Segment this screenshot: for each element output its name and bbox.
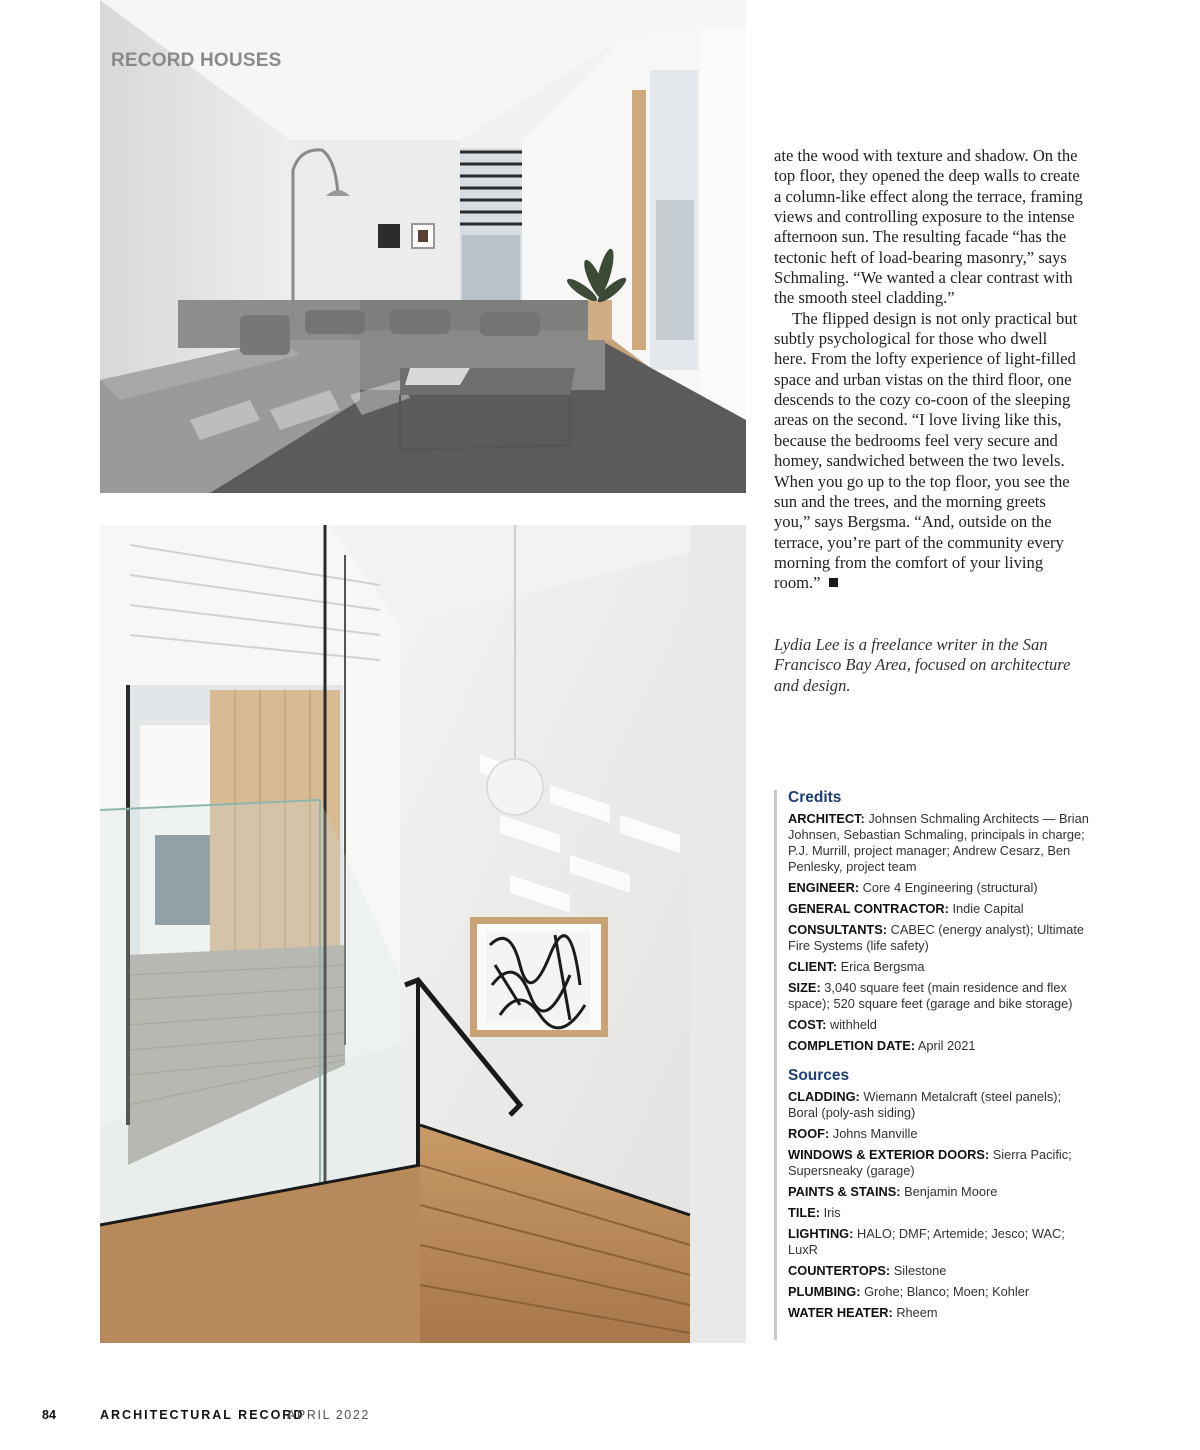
- sources-item-value: Sierra Pacific; Supersneaky (garage): [788, 1147, 1072, 1178]
- credits-item: [788, 922, 1089, 954]
- credits-item-label: CLIENT:: [788, 959, 838, 974]
- credits-item-value: April 2021: [917, 1038, 976, 1053]
- sources-item-label: WATER HEATER:: [788, 1305, 893, 1320]
- sources-item-value: Wiemann Metalcraft (steel panels); Boral (poly-ash siding): [788, 1089, 1062, 1120]
- sources-item: [788, 1126, 1089, 1142]
- credits-item-label: ENGINEER:: [788, 880, 860, 895]
- sources-item-label: WINDOWS & EXTERIOR DOORS:: [788, 1147, 990, 1162]
- credits-item-value: Indie Capital: [952, 901, 1024, 916]
- sources-item-value: Silestone: [893, 1263, 947, 1278]
- article-paragraph-1: ate the wood with texture and shadow. On the top floor, they opened the deep walls to create a column-like effect along the terrace, framing views and controlling exposure to the intense afternoon sun. The resulting facade “has the tectonic heft of load-bearing masonry,” says Schmaling. “We wanted a clear contrast with the smooth steel cladding.”: [774, 146, 1083, 308]
- sources-item: [788, 1089, 1089, 1121]
- sources-heading: Sources: [788, 1067, 850, 1084]
- sources-item: [788, 1305, 1089, 1321]
- credits-sidebar: [774, 790, 1089, 1340]
- sources-item-value: Rheem: [896, 1305, 938, 1320]
- credits-item-label: COMPLETION DATE:: [788, 1038, 916, 1053]
- sources-item-label: PLUMBING:: [788, 1284, 861, 1299]
- credits-item-value: withheld: [829, 1017, 877, 1032]
- section-label: RECORD HOUSES: [111, 50, 282, 71]
- magazine-name: ARCHITECTURAL RECORD: [100, 1408, 305, 1422]
- sources-item-value: Johns Manville: [832, 1126, 918, 1141]
- sources-item-value: Iris: [823, 1205, 841, 1220]
- credits-item-value: 3,040 square feet (main residence and flex space); 520 square feet (garage and bike storage): [788, 980, 1073, 1011]
- photo-stairwell: [100, 525, 746, 1343]
- end-mark-icon: [829, 578, 838, 587]
- sources-item: [788, 1263, 1089, 1279]
- sources-item-label: CLADDING:: [788, 1089, 860, 1104]
- article-body: [774, 146, 1084, 594]
- credits-item-value: CABEC (energy analyst); Ultimate Fire Systems (life safety): [788, 922, 1085, 953]
- credits-list: [788, 811, 1089, 1054]
- sources-item-label: LIGHTING:: [788, 1226, 854, 1241]
- credits-item-label: ARCHITECT:: [788, 811, 865, 826]
- credits-item: [788, 811, 1089, 875]
- sources-item: [788, 1205, 1089, 1221]
- author-bio: Lydia Lee is a freelance writer in the San Francisco Bay Area, focused on architecture and design.: [774, 635, 1071, 695]
- credits-item-value: Core 4 Engineering (structural): [862, 880, 1038, 895]
- sources-item-label: ROOF:: [788, 1126, 830, 1141]
- sources-item: [788, 1147, 1089, 1179]
- article-paragraph-2-text: The flipped design is not only practical but subtly psychological for those who dwell here. From the lofty experience of light-filled space and urban vistas on the third floor, one descends to the cozy co-coon of the sleeping areas on the second. “I love living like this, because the bedrooms feel very secure and homey, sandwiched between the two levels. When you go up to the top floor, you see the sun and the trees, and the morning greets you,” says Bergsma. “And, outside on the terrace, you’re part of the community every morning from the comfort of your living room.”: [774, 308, 1078, 593]
- credits-item: [788, 980, 1089, 1012]
- living-room-illustration: [100, 0, 746, 493]
- sources-item: [788, 1226, 1089, 1258]
- credits-item-label: CONSULTANTS:: [788, 922, 888, 937]
- sources-item: [788, 1184, 1089, 1200]
- sources-item-label: PAINTS & STAINS:: [788, 1184, 901, 1199]
- sources-list: [788, 1089, 1089, 1321]
- credits-item-value: Erica Bergsma: [840, 959, 925, 974]
- sources-item: [788, 1284, 1089, 1300]
- credits-item: [788, 901, 1089, 917]
- photo-living-room: [100, 0, 746, 493]
- sources-item-label: COUNTERTOPS:: [788, 1263, 891, 1278]
- credits-item-label: GENERAL CONTRACTOR:: [788, 901, 949, 916]
- credits-item: [788, 959, 1089, 975]
- credits-item-label: SIZE:: [788, 980, 821, 995]
- page-number: 84: [42, 1408, 56, 1422]
- credits-heading: Credits: [788, 789, 842, 806]
- sources-item-value: Benjamin Moore: [904, 1184, 998, 1199]
- credits-item-label: COST:: [788, 1017, 827, 1032]
- credits-item: [788, 1038, 1089, 1054]
- credits-item: [788, 880, 1089, 896]
- article-paragraph-2: [774, 309, 1084, 594]
- credits-item: [788, 1017, 1089, 1033]
- credits-item-value: Johnsen Schmaling Architects — Brian Johnsen, Sebastian Schmaling, principals in charge; P.J. Murrill, project manager; Andrew Cesarz, Ben Penlesky, project team: [788, 811, 1089, 874]
- sources-item-value: HALO; DMF; Artemide; Jesco; WAC; LuxR: [788, 1226, 1065, 1257]
- stairwell-illustration: [100, 525, 746, 1343]
- issue-date: APRIL 2022: [287, 1408, 370, 1422]
- sources-item-value: Grohe; Blanco; Moen; Kohler: [864, 1284, 1030, 1299]
- sources-item-label: TILE:: [788, 1205, 820, 1220]
